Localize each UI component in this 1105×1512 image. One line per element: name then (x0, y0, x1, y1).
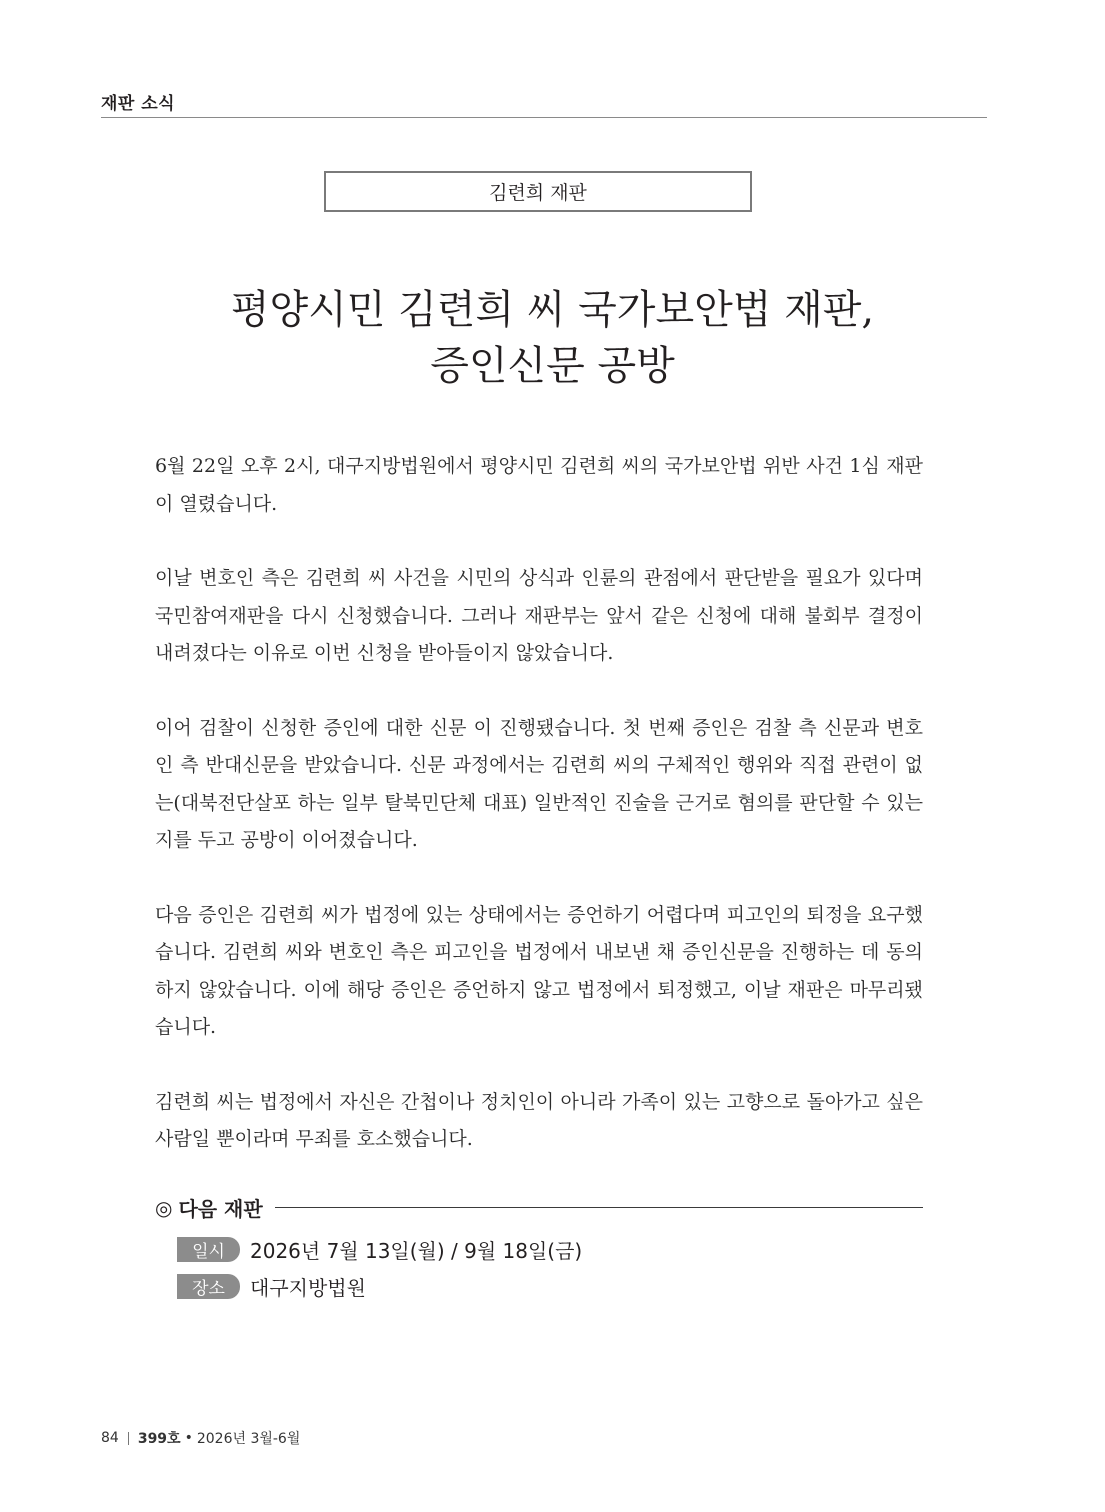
page-number: 84 (101, 1430, 119, 1446)
paragraph: 이날 변호인 측은 김련희 씨 사건을 시민의 상식과 인륜의 관점에서 판단받을 필요가 있다며 국민참여재판을 다시 신청했습니다. 그러나 재판부는 앞서 같은 신청에 대해 불회부 결정이 내려졌다는 이유로 이번 신청을 받아들이지 않았습니다. (155, 567, 923, 664)
place-value: 대구지방법원 (250, 1276, 366, 1300)
trial-label: 김련희 재판 (489, 182, 587, 204)
page-footer (101, 1428, 300, 1448)
paragraph: 김련희 씨는 법정에서 자신은 간첩이나 정치인이 아니라 가족이 있는 고향으로 돌아가고 싶은 사람일 뿐이라며 무죄를 호소했습니다. (155, 1090, 923, 1150)
next-trial-heading (155, 1193, 923, 1222)
trial-label-box (324, 171, 752, 212)
footer-dot: • (184, 1430, 193, 1446)
paragraph: 6월 22일 오후 2시, 대구지방법원에서 평양시민 김련희 씨의 국가보안법 위반 사건 1심 재판이 열렸습니다. (155, 455, 923, 515)
place-label-badge: 장소 (177, 1274, 240, 1299)
paragraph: 이어 검찰이 신청한 증인에 대한 신문 이 진행됐습니다. 첫 번째 증인은 검찰 측 신문과 변호인 측 반대신문을 받았습니다. 신문 과정에서는 김련희 씨의 구체적인 행위와 직접 관련이 없는(대북전단살포 하는 일부 탈북민단체 대표) 일반적인 진술을 근거로 혐의를 판단할 수 있는지를 두고 공방이 이어졌습니다. (155, 716, 923, 851)
date-label-badge: 일시 (177, 1237, 240, 1262)
headline-line-2: 증인신문 공방 (430, 343, 675, 389)
issue-number: 399호 (137, 1431, 181, 1447)
date-value: 2026년 7월 13일(월) / 9월 18일(금) (250, 1239, 583, 1263)
paragraph: 다음 증인은 김련희 씨가 법정에 있는 상태에서는 증언하기 어렵다며 피고인의 퇴정을 요구했습니다. 김련희 씨와 변호인 측은 피고인을 법정에서 내보낸 채 증인신문을 진행하는 데 동의하지 않았습니다. 이에 해당 증인은 증언하지 않고 법정에서 퇴정했고, 이날 재판은 마무리됐습니다. (155, 903, 923, 1038)
section-title: 재판 소식 (101, 94, 176, 114)
article-body (155, 448, 923, 1196)
headline-line-1: 평양시민 김련희 씨 국가보안법 재판, (230, 287, 875, 333)
next-trial-place-row (177, 1272, 366, 1301)
next-trial-date-row (177, 1235, 582, 1264)
article-headline (100, 282, 1005, 394)
footer-divider (128, 1432, 129, 1445)
heading-rule (275, 1207, 923, 1208)
issue-period: 2026년 3월-6월 (196, 1431, 301, 1447)
next-trial-title: 다음 재판 (178, 1197, 263, 1221)
section-divider (101, 117, 987, 118)
double-circle-icon: ◎ (155, 1195, 173, 1220)
